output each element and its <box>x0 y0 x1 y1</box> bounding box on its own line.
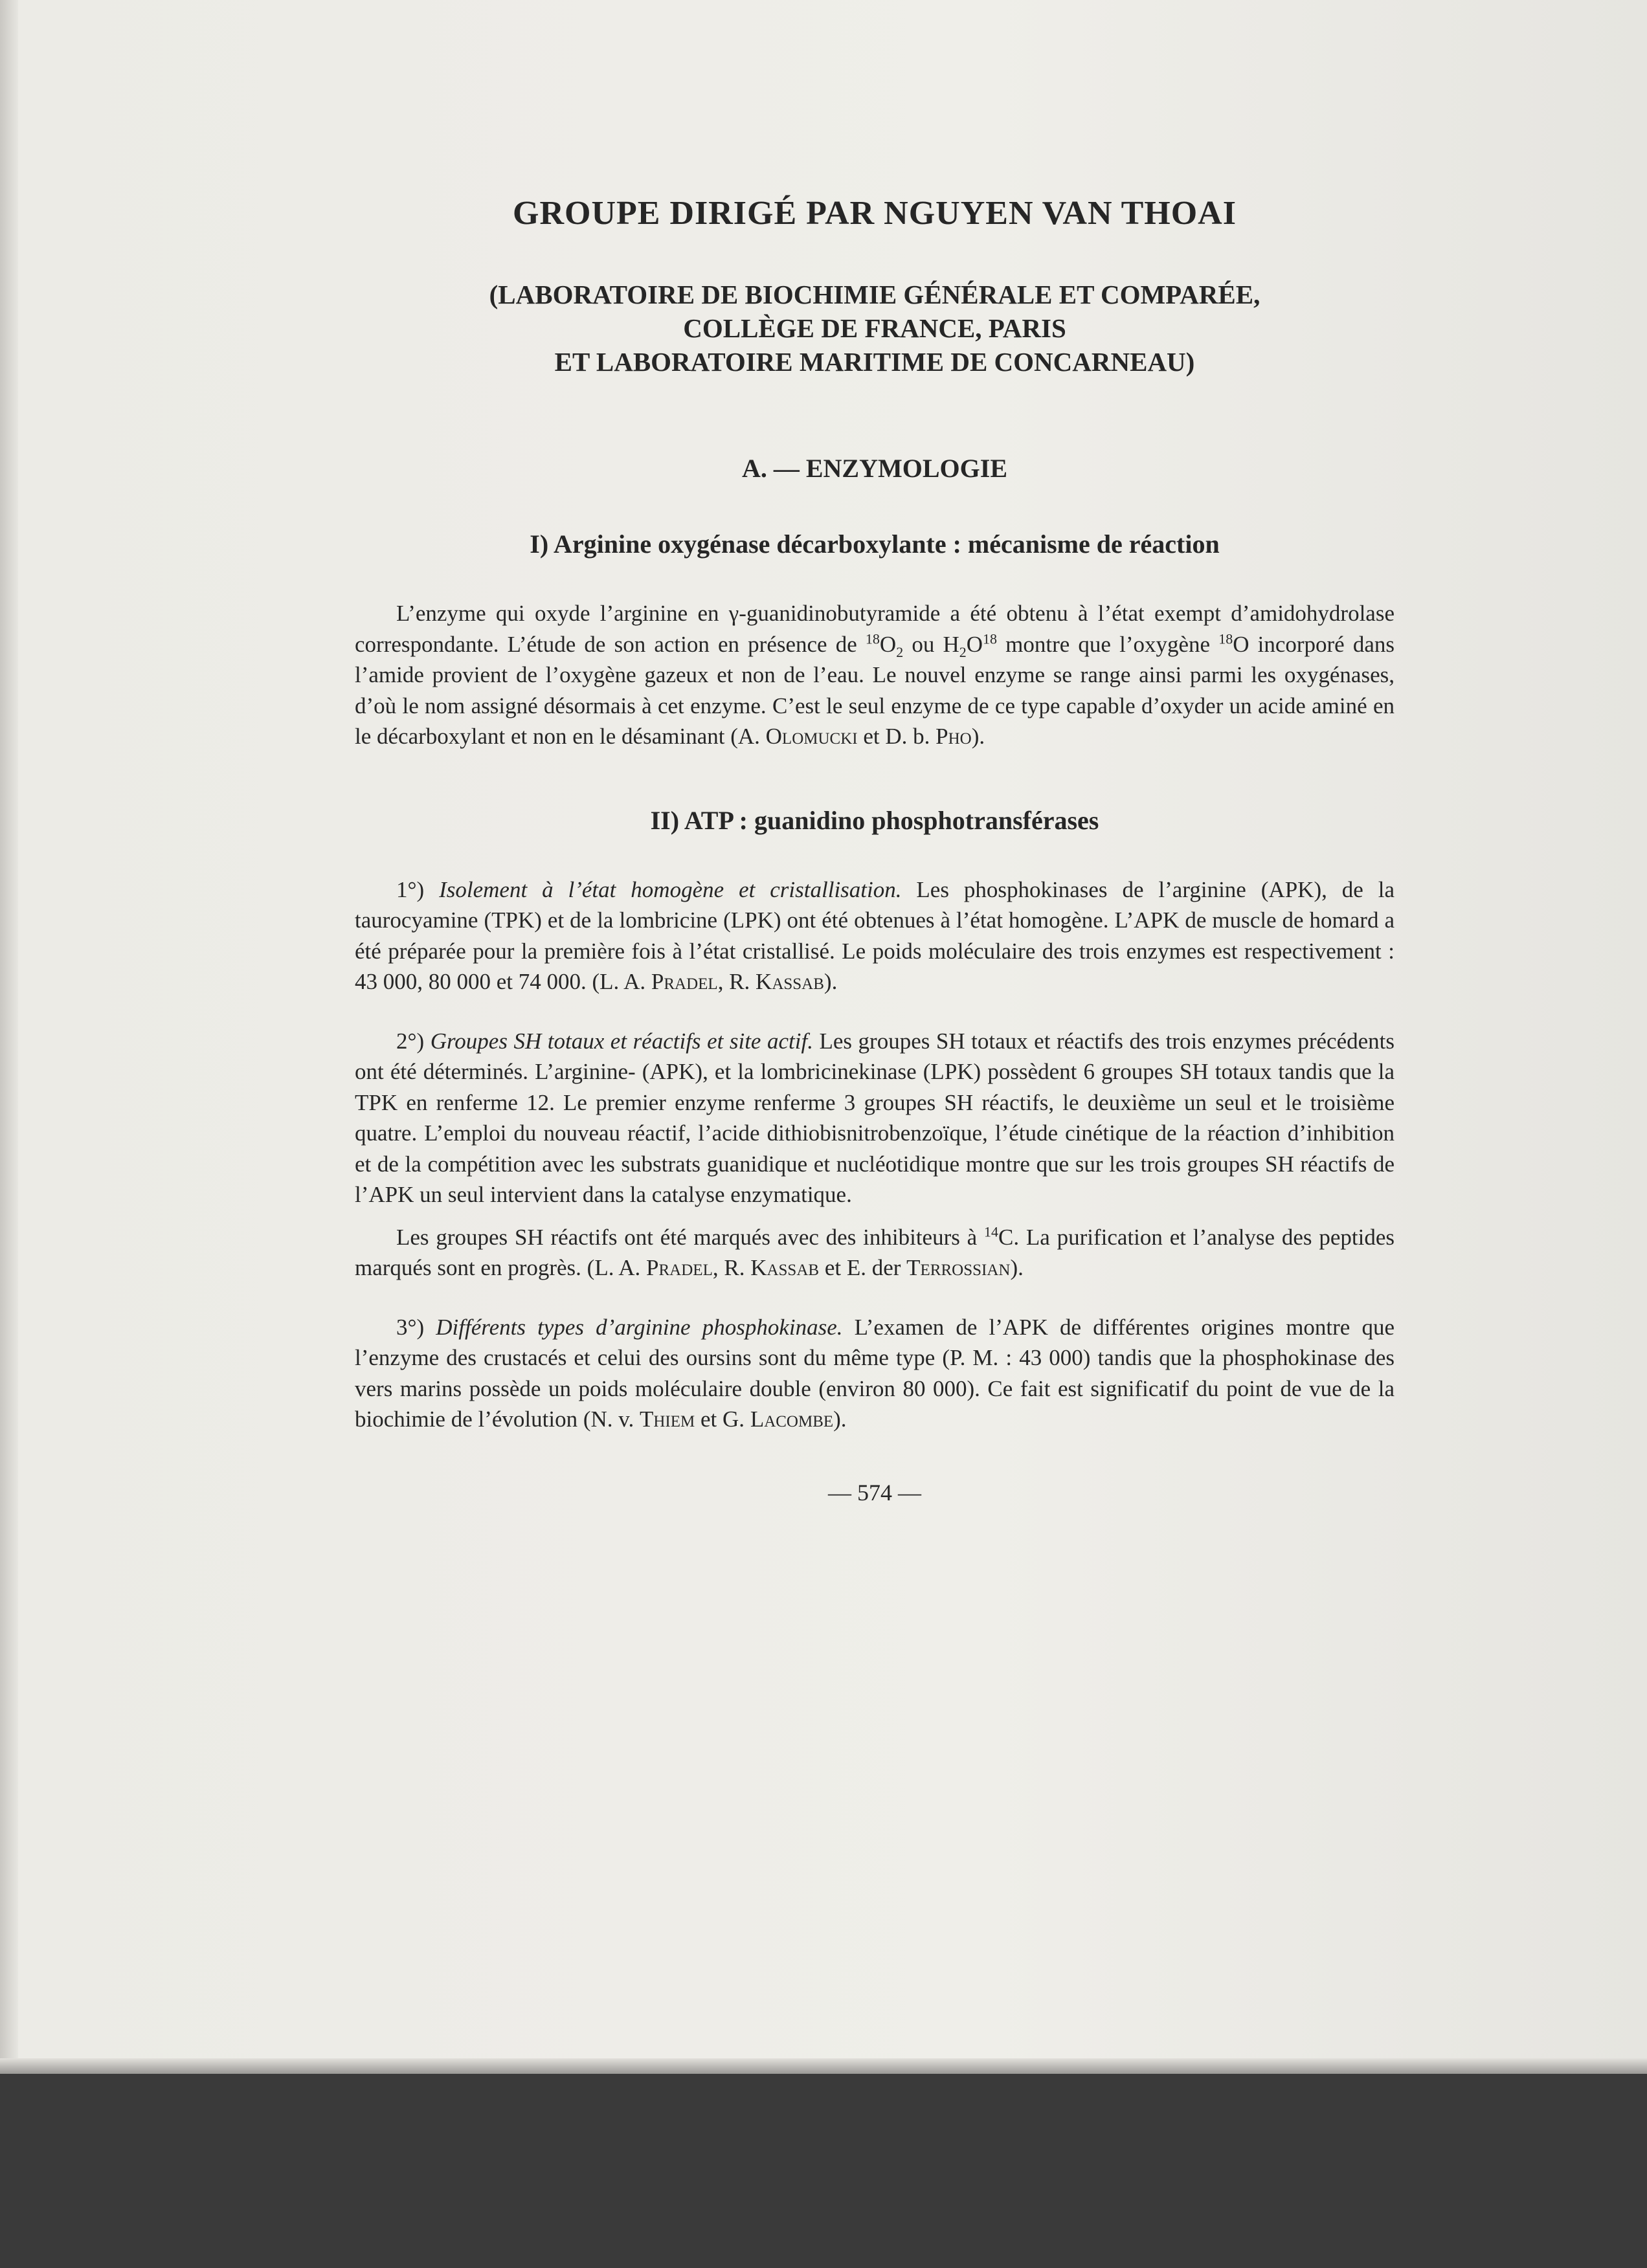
laboratory-subtitle <box>355 278 1395 379</box>
paragraph-arginine-oxygenase <box>355 598 1395 752</box>
author-name: Kassab <box>756 969 824 994</box>
subscript: 2 <box>896 643 904 660</box>
text-run: ou H <box>903 631 959 657</box>
page-content <box>355 194 1395 1506</box>
text-run: , R. <box>717 969 756 994</box>
text-run: ). <box>833 1406 847 1432</box>
superscript: 18 <box>983 630 998 647</box>
subsection-heading-atp-guanidino: II) ATP : guanidino phosphotransférases <box>650 805 1099 835</box>
text-run: ). <box>824 969 838 994</box>
author-name: Terrossian <box>906 1255 1011 1280</box>
item-title: Isolement à l’état homogène et cristallisation. <box>439 876 902 902</box>
text-run: ). <box>971 724 985 749</box>
section-heading-enzymologie: A. — ENZYMOLOGIE <box>741 454 1008 483</box>
page-number: — 574 — <box>828 1479 921 1506</box>
paragraph-differents-types <box>355 1312 1395 1435</box>
paragraph-groupes-sh-marques <box>355 1222 1395 1284</box>
author-name: Pho <box>936 724 972 749</box>
subscript: 2 <box>959 643 967 660</box>
text-run: O <box>879 631 897 657</box>
page-title: GROUPE DIRIGÉ PAR NGUYEN VAN THOAI <box>513 195 1237 232</box>
author-name: Pradel <box>646 1255 713 1280</box>
superscript: 14 <box>984 1223 998 1240</box>
text-run: et G. <box>695 1406 750 1432</box>
text-run: montre que l’oxygène <box>997 631 1219 657</box>
item-number: 2°) <box>396 1028 431 1054</box>
text-run: L’examen de l’APK de différentes origines montre que l’enzyme des crustacés et celui des oursins sont du même type (P. M. : 43 000) tandis que la phosphokinase des vers marins possède un poids moléculaire double (environ 80 000). Ce fait est significatif du point de vue de la biochimie de l’évolution (N. v. <box>355 1314 1395 1432</box>
author-name: Thiem <box>640 1406 695 1432</box>
item-number: 3°) <box>396 1314 436 1340</box>
item-number: 1°) <box>396 876 440 902</box>
item-title: Groupes SH totaux et réactifs et site actif. <box>430 1028 813 1054</box>
page-bottom-edge <box>0 2058 1647 2074</box>
text-run: et D. b. <box>857 724 936 749</box>
superscript: 18 <box>1218 630 1233 647</box>
text-run: Les groupes SH réactifs ont été marqués avec des inhibiteurs à <box>396 1224 984 1250</box>
page-binding-shadow <box>0 0 18 2058</box>
item-title: Différents types d’arginine phosphokinase. <box>436 1314 843 1340</box>
text-run: C. La purification et l’analyse des peptides marqués sont en progrès. (L. A. <box>355 1224 1395 1280</box>
text-run: O incorporé dans l’amide provient de l’oxygène gazeux et non de l’eau. Le nouvel enzyme se range ainsi parmi les oxygénases, d’où le nom assigné désormais à cet enzyme. C’est le seul enzyme de ce type capable d’oxyder un acide aminé en le décarboxylant et non en le désaminant (A. <box>355 631 1395 749</box>
author-name: Olomucki <box>765 724 858 749</box>
subtitle-line-2: COLLÈGE DE FRANCE, PARIS <box>683 313 1066 343</box>
text-run: et E. der <box>819 1255 907 1280</box>
subtitle-line-1: (LABORATOIRE DE BIOCHIMIE GÉNÉRALE ET COMPARÉE, <box>489 280 1260 309</box>
author-name: Kassab <box>750 1255 820 1280</box>
text-run: Les groupes SH totaux et réactifs des trois enzymes précédents ont été déterminés. L’arginine- (APK), et la lombricinekinase (LPK) possèdent 6 groupes SH totaux tandis que la TPK en renferme 12. Le premier enzyme renferme 3 groupes SH réactifs, le deuxième un seul et le troisième quatre. L’emploi du nouveau réactif, l’acide dithiobisnitrobenzoïque, l’étude cinétique de la réaction d’inhibition et de la compétition avec les substrats guanidique et nucléotidique montre que sur les trois groupes SH réactifs de l’APK un seul intervient dans la catalyse enzymatique. <box>355 1028 1395 1207</box>
text-run: Les phosphokinases de l’arginine (APK), de la taurocyamine (TPK) et de la lombricine (LPK) ont été obtenues à l’état homogène. L’APK de muscle de homard a été préparée pour la première fois à l’état cristallisé. Le poids moléculaire des trois enzymes est respectivement : 43 000, 80 000 et 74 000. (L. A. <box>355 876 1395 994</box>
text-run: , R. <box>712 1255 751 1280</box>
author-name: Lacombe <box>750 1406 834 1432</box>
paragraph-groupes-sh <box>355 1026 1395 1210</box>
subtitle-line-3: ET LABORATOIRE MARITIME DE CONCARNEAU) <box>554 347 1195 377</box>
text-run: ). <box>1010 1255 1024 1280</box>
subsection-heading-arginine-oxygenase: I) Arginine oxygénase décarboxylante : mécanisme de réaction <box>530 529 1220 559</box>
superscript: 18 <box>865 630 880 647</box>
text-run: O <box>966 631 983 657</box>
author-name: Pradel <box>651 969 718 994</box>
paragraph-isolement <box>355 874 1395 997</box>
text-run: L’enzyme qui oxyde l’arginine en γ-guanidinobutyramide a été obtenu à l’état exempt d’amidohydrolase correspondante. L’étude de son action en présence de <box>355 601 1395 657</box>
